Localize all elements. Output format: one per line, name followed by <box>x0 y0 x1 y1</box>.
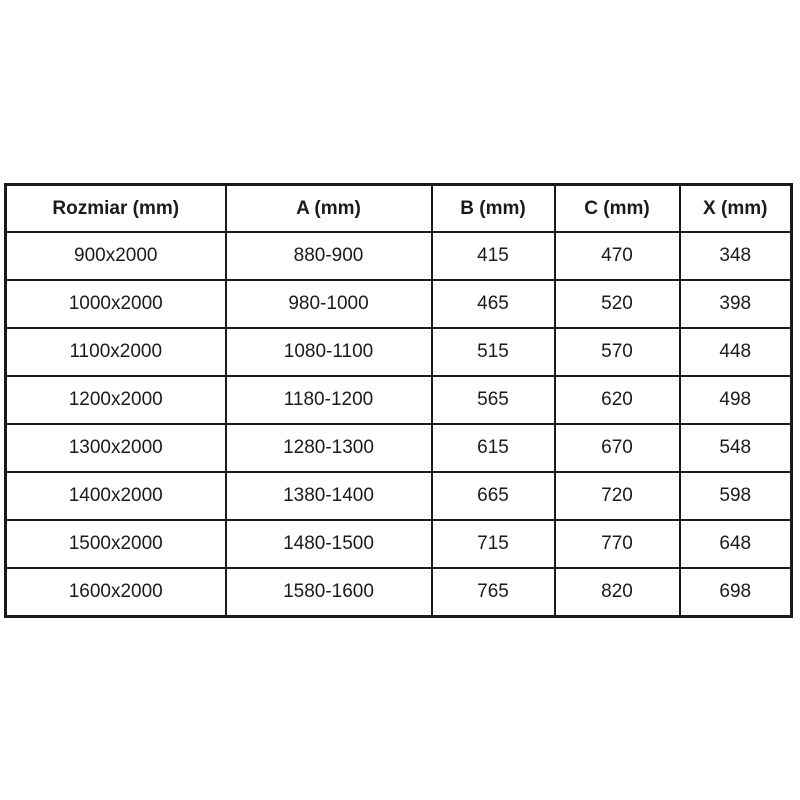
table-cell: 880-900 <box>226 232 432 280</box>
table-cell: 665 <box>432 472 555 520</box>
table-cell: 598 <box>680 472 792 520</box>
column-header-b: B (mm) <box>432 185 555 233</box>
table-cell: 648 <box>680 520 792 568</box>
table-cell: 465 <box>432 280 555 328</box>
table-cell: 1500x2000 <box>6 520 226 568</box>
table-cell: 1380-1400 <box>226 472 432 520</box>
table-body <box>6 232 792 617</box>
table-cell: 1200x2000 <box>6 376 226 424</box>
column-header-x: X (mm) <box>680 185 792 233</box>
table-cell: 698 <box>680 568 792 617</box>
dimension-table <box>4 183 793 618</box>
table-cell: 765 <box>432 568 555 617</box>
table-cell: 1480-1500 <box>226 520 432 568</box>
table-cell: 770 <box>555 520 680 568</box>
header-row <box>6 185 792 233</box>
table-row <box>6 472 792 520</box>
table-cell: 498 <box>680 376 792 424</box>
table-row <box>6 520 792 568</box>
table-cell: 548 <box>680 424 792 472</box>
table-row <box>6 376 792 424</box>
table-cell: 415 <box>432 232 555 280</box>
column-header-a: A (mm) <box>226 185 432 233</box>
table-cell: 715 <box>432 520 555 568</box>
table-header <box>6 185 792 233</box>
table-cell: 515 <box>432 328 555 376</box>
table-cell: 470 <box>555 232 680 280</box>
table-cell: 1280-1300 <box>226 424 432 472</box>
table-cell: 1180-1200 <box>226 376 432 424</box>
table-cell: 570 <box>555 328 680 376</box>
table-cell: 1000x2000 <box>6 280 226 328</box>
table-cell: 980-1000 <box>226 280 432 328</box>
table-cell: 720 <box>555 472 680 520</box>
table-cell: 620 <box>555 376 680 424</box>
table-cell: 348 <box>680 232 792 280</box>
table-cell: 520 <box>555 280 680 328</box>
table-cell: 820 <box>555 568 680 617</box>
table-row <box>6 424 792 472</box>
table-cell: 398 <box>680 280 792 328</box>
table-cell: 670 <box>555 424 680 472</box>
column-header-c: C (mm) <box>555 185 680 233</box>
table-cell: 1600x2000 <box>6 568 226 617</box>
table-cell: 615 <box>432 424 555 472</box>
table-cell: 565 <box>432 376 555 424</box>
table-cell: 1400x2000 <box>6 472 226 520</box>
table-cell: 900x2000 <box>6 232 226 280</box>
table-cell: 1580-1600 <box>226 568 432 617</box>
table-row <box>6 568 792 617</box>
table-cell: 1080-1100 <box>226 328 432 376</box>
table-cell: 1300x2000 <box>6 424 226 472</box>
table-row <box>6 328 792 376</box>
table-row <box>6 280 792 328</box>
table-cell: 1100x2000 <box>6 328 226 376</box>
column-header-rozmiar: Rozmiar (mm) <box>6 185 226 233</box>
table-cell: 448 <box>680 328 792 376</box>
table-row <box>6 232 792 280</box>
